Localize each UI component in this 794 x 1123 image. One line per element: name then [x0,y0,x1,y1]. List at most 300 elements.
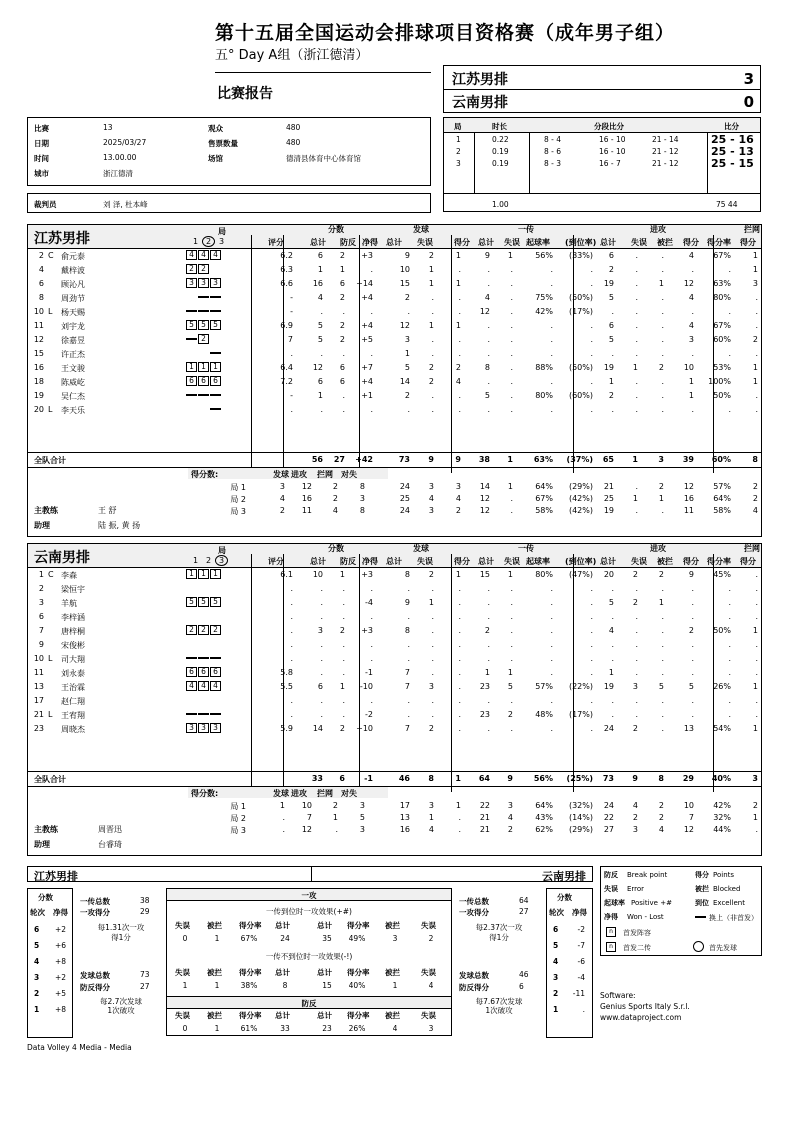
stat-rE: . [510,293,513,302]
scoring-head: 拦网 [317,789,333,798]
set-stat-aT: 27 [603,825,614,834]
substitute-dash-icon [198,310,209,312]
stat-sE: . [431,612,434,621]
stat-rPos: . [550,598,553,607]
total-sT: 73 [398,455,410,464]
total-sE: 9 [428,455,434,464]
coach-label: 主教练 [34,506,58,515]
mid-value: 1 [182,981,188,990]
stat-aE: . [635,710,638,719]
col-pts: 得分 [683,238,699,247]
position-box: 2 [186,264,197,274]
stat-wl: +3 [361,251,373,260]
stat-rExc: . [590,265,593,274]
col-err: 失误 [417,557,433,566]
position-box: 2 [198,334,209,344]
total-aPct: 60% [711,455,731,464]
stat-aE: . [635,640,638,649]
stat-rT: 1 [484,668,490,677]
position-box: 4 [186,681,197,691]
set-stat-blk: 2 [752,494,758,503]
stat-bp: . [342,612,345,621]
stat-sP: 1 [455,321,461,330]
stat-rPos: . [550,321,553,330]
player-number: 11 [33,668,44,677]
player-role: L [48,710,53,719]
stat-aT: . [611,640,614,649]
rotation-net: +5 [54,989,66,998]
player-number: 17 [33,696,44,705]
stat-aE: 2 [632,598,638,607]
sub-dash-icon [695,916,706,918]
stat-aE: . [635,405,638,414]
col-total: 总计 [478,557,494,566]
stat-aT: 20 [603,570,614,579]
stat-aB: . [661,251,664,260]
player-role: L [48,307,53,316]
set-stat-rE: . [510,506,513,515]
position-box: 1 [210,569,221,579]
stat-aP: 2 [688,626,694,635]
rotation-number: 5 [34,941,40,950]
stat-aE: . [635,279,638,288]
player-number: 3 [38,598,44,607]
stat-aB: . [661,626,664,635]
stat-sP: . [458,626,461,635]
stat-aP: . [691,405,694,414]
col-group-serve: 发球 [413,225,429,234]
stat-rPos: . [550,335,553,344]
stat-pt: 14 [312,724,323,733]
bottom-team-bar: 江苏男排 云南男排 [27,866,593,882]
stat-rT: . [487,640,490,649]
rotation-number: 2 [553,989,559,998]
player-name: 俞元泰 [61,252,85,261]
stat-sT: . [407,640,410,649]
stat-pt: . [320,710,323,719]
stat-rPos: 80% [535,391,553,400]
player-number: 10 [33,307,44,316]
stat-rPos: 56% [535,251,553,260]
set-number: 1 [456,135,461,144]
player-sets [186,306,222,315]
set-stat-aP: 12 [683,482,694,491]
stat-wl: +14 [356,279,373,288]
position-box: 2 [198,625,209,635]
player-name: 戴梓波 [61,266,85,275]
stat-aB: 5 [658,682,664,691]
stat-aT: 2 [608,265,614,274]
stat-rPos: . [550,724,553,733]
mid-value: 49% [348,934,366,943]
mid-head: 失误 [421,1011,436,1020]
stat-aP: . [691,307,694,316]
total-aE: 9 [632,774,638,783]
stat-sP: 1 [455,251,461,260]
set-stat-aPct: 42% [713,801,731,810]
position-box: 6 [210,667,221,677]
stat-rE: . [510,405,513,414]
stat-aPct: 26% [713,682,731,691]
substitute-dash-icon [198,713,209,715]
stat-aPct: 100% [708,377,731,386]
player-sets [186,362,222,372]
stat-aE: . [635,584,638,593]
stat-sT: . [407,405,410,414]
mid-head: 得分率 [347,1011,370,1020]
stat-bp: 2 [339,724,345,733]
stat-pt: 4 [317,293,323,302]
mid-head: 得分率 [347,921,370,930]
stat-rating: . [290,626,293,635]
stat-blk: 1 [752,251,758,260]
stat-wl: +3 [361,570,373,579]
stat-aPct: 54% [713,724,731,733]
stat-aT: . [611,612,614,621]
stat-rE: . [510,349,513,358]
away-rotation-box: 分数 轮次 净得 6 -2 5 -7 4 -6 3 -4 2 -11 1 . [546,888,593,1038]
player-number: 16 [33,363,44,372]
set-stat-sT: 24 [399,506,410,515]
mid-head: 失误 [421,968,436,977]
player-role: L [48,654,53,663]
mid-head: 得分率 [239,921,262,930]
set-partial-2: 16 - 10 [599,135,626,144]
set-numbers [189,236,228,247]
referees: 裁判员 刘 泽, 杜本峰 [27,193,431,213]
player-number: 13 [33,682,44,691]
stat-sT: 7 [404,682,410,691]
stat-aE: . [635,349,638,358]
player-name: 赵仁翔 [61,697,85,706]
rotation-number: 6 [34,925,40,934]
set-stat-aE: 2 [632,813,638,822]
stat-blk: . [755,405,758,414]
stat-wl: +7 [361,363,373,372]
stat-sT: 14 [399,377,410,386]
player-name: 李天乐 [61,406,85,415]
total-sT: 46 [398,774,410,783]
player-sets [186,390,222,399]
player-number: 23 [33,724,44,733]
position-box: 4 [186,250,197,260]
total-rE: 9 [507,774,513,783]
position-box: 3 [186,723,197,733]
stat-pt: 3 [317,626,323,635]
stat-rExc: . [590,640,593,649]
stat-aE: . [635,612,638,621]
stat-aPct: . [728,584,731,593]
stat-sT: . [407,584,410,593]
player-sets [186,709,222,718]
total-rT: 64 [478,774,490,783]
stat-aP: 3 [688,335,694,344]
stat-rPos: . [550,349,553,358]
total-blk: 3 [752,774,758,783]
position-box: 3 [210,723,221,733]
player-number: 6 [38,279,44,288]
rotation-number: 1 [553,1005,559,1014]
substitute-dash-icon [210,408,221,410]
position-box: 6 [186,376,197,386]
stat-blk: . [755,570,758,579]
set-stat-rPos: 64% [535,801,553,810]
player-name: 周劲节 [61,294,85,303]
col-group-block: 拦网 [744,225,760,234]
set-stat-rT: 12 [479,506,490,515]
stat-sE: . [431,293,434,302]
stat-aB: . [661,377,664,386]
stat-rPos: . [550,279,553,288]
software-url: www.dataproject.com [600,1013,682,1022]
col-pct: 得分率 [707,557,731,566]
set-partial-2: 16 - 7 [599,159,621,168]
stat-sP: . [458,654,461,663]
position-box: 1 [210,362,221,372]
stat-wl: +1 [361,391,373,400]
stat-aB: 2 [658,363,664,372]
position-box: 4 [198,681,209,691]
set-num: 3 [215,555,228,566]
stat-pt: 1 [317,265,323,274]
stat-aPct: . [728,349,731,358]
set-stat-rExc: (29%) [568,482,593,491]
stat-sP: . [458,584,461,593]
stat-wl: +5 [361,335,373,344]
set-number: 3 [456,159,461,168]
stat-bp: . [342,349,345,358]
stat-bp: 2 [339,251,345,260]
col-group-recv: 一传 [518,544,534,553]
player-name: 陈威屹 [61,378,85,387]
stat-wl: -10 [359,682,373,691]
total-pt: 56 [311,455,323,464]
stat-sE: . [431,391,434,400]
set-stat-aE: . [635,482,638,491]
stat-aT: 5 [608,598,614,607]
stat-sE: 3 [428,682,434,691]
set-label: 局 3 [230,826,246,835]
mid-head: 总计 [275,921,290,930]
substitute-dash-icon [210,657,221,659]
stat-rExc: (60%) [568,391,593,400]
col-total: 总计 [386,238,402,247]
set-stat-aT: 24 [603,801,614,810]
stat-sT: . [407,710,410,719]
rotation-net: -11 [572,989,585,998]
stat-aE: 3 [632,682,638,691]
software-vendor: Genius Sports Italy S.r.l. [600,1002,690,1011]
col-blk: 被拦 [657,557,673,566]
set-stat-rPos: 43% [535,813,553,822]
stat-sE: . [431,640,434,649]
substitute-dash-icon [186,657,197,659]
player-number: 11 [33,321,44,330]
stat-rExc: . [590,724,593,733]
stat-sT: . [407,307,410,316]
stat-aT: 6 [608,321,614,330]
stat-aT: . [611,710,614,719]
stat-rating: 5.5 [280,682,293,691]
set-stat-sP: . [458,825,461,834]
rotation-number: 3 [553,973,559,982]
set-scoring: 16 [301,494,312,503]
stat-sP: . [458,682,461,691]
stat-aP: . [691,265,694,274]
set-stat-sP: 4 [455,494,461,503]
legend: 防反 Break point 得分 Points 失误 Error 被拦 Blocked 起球率 Positive +# 到位 Excellent 净得 Won - Lost 换上（非首发） n 首发阵容 n 首发二传 首先发球 [600,866,762,956]
player-sets [186,404,222,413]
stat-bp: . [342,405,345,414]
set-stat-aP: 7 [688,813,694,822]
position-box: 1 [186,569,197,579]
mid-head: 被拦 [207,968,222,977]
stat-rT: . [487,584,490,593]
stat-aB: . [661,307,664,316]
set-score: 25 - 13 [711,145,754,158]
stat-aB: . [661,612,664,621]
player-number: 1 [38,570,44,579]
set-scoring: 2 [332,801,338,810]
stat-aPct: . [728,307,731,316]
stat-blk: . [755,612,758,621]
scoreboard [443,65,761,113]
total-aP: 29 [682,774,694,783]
set-scoring: . [282,825,285,834]
stat-wl: . [370,349,373,358]
stat-wl: +10 [356,724,373,733]
set-stat-rPos: 58% [535,506,553,515]
position-box: 3 [198,278,209,288]
set-stat-rPos: 62% [535,825,553,834]
set-stat-rExc: (14%) [568,813,593,822]
stat-rPos: 75% [535,293,553,302]
away-sideout-summary: 一传总数 64 一攻得分 27 每2.37次一攻 得1分 发球总数 46 防反得分 6 每7.67次发球 1次破攻 [459,896,529,1015]
stat-blk: . [755,321,758,330]
stat-bp: . [342,307,345,316]
stat-rT: 23 [479,682,490,691]
assistant-names: 台睿琦 [98,840,122,849]
total-aP: 39 [682,455,694,464]
stat-pt: . [320,584,323,593]
set-stat-aPct: 58% [713,506,731,515]
stat-aT: 4 [608,626,614,635]
set-stat-rE: 3 [507,801,513,810]
mid-value: 3 [428,1024,434,1033]
player-name: 司大翔 [61,655,85,664]
stat-aT: . [611,349,614,358]
set-stat-sT: 25 [399,494,410,503]
set-scoring: 8 [359,482,365,491]
set-scoring: 12 [301,825,312,834]
stat-rT: 2 [484,626,490,635]
scoring-label: 得分数: [191,470,219,479]
stat-rPos: 48% [535,710,553,719]
total-wl: +42 [355,455,373,464]
set-num: 3 [218,237,225,246]
stat-wl: . [370,640,373,649]
position-box: 4 [210,250,221,260]
player-name: 王文骏 [61,364,85,373]
set-stat-rT: 21 [479,825,490,834]
stat-rExc: (17%) [568,710,593,719]
stat-sP: . [458,598,461,607]
stat-aE: . [635,307,638,316]
substitute-dash-icon [186,394,197,396]
first-serve-circle-icon [693,941,704,952]
stat-aT: . [611,405,614,414]
set-stat-aT: 22 [603,813,614,822]
stat-aP: 1 [688,377,694,386]
stat-pt: 12 [312,363,323,372]
stat-rE: . [510,265,513,274]
col-total: 总计 [478,238,494,247]
stat-bp: . [342,668,345,677]
set-stat-aT: 21 [603,482,614,491]
stat-bp: . [342,696,345,705]
stat-aT: 19 [603,279,614,288]
col-err: 失误 [631,238,647,247]
stat-sT: . [407,654,410,663]
col-group-block: 拦网 [744,544,760,553]
col-pts: 得分 [740,238,756,247]
stat-sE: . [431,710,434,719]
stat-sP: 1 [455,279,461,288]
set-scoring: 1 [279,801,285,810]
set-stat-aE: . [635,506,638,515]
stat-pt: 1 [317,391,323,400]
stat-sT: 7 [404,724,410,733]
stat-sE: . [431,668,434,677]
stat-sT: 8 [404,626,410,635]
starter-square-icon: n [606,927,616,937]
set-scoring: 3 [359,494,365,503]
set-score: 25 - 15 [711,157,754,170]
scoring-head: 发球 [273,470,289,479]
set-partial-3: 21 - 12 [652,159,679,168]
set-num: 2 [205,556,212,565]
stat-aB: 2 [658,570,664,579]
set-scoring: 8 [359,506,365,515]
stat-blk: . [755,654,758,663]
stat-sE: . [431,626,434,635]
player-name: 杨天赐 [61,308,85,317]
stat-rE: . [510,626,513,635]
stat-sT: 12 [399,321,410,330]
stat-sP: . [458,710,461,719]
mid-head: 得分率 [239,1011,262,1020]
stat-rT: . [487,279,490,288]
col-bp: 防反 [340,238,356,247]
scoring-head: 发球 [273,789,289,798]
stat-aP: . [691,584,694,593]
set-stat-sE: 4 [428,494,434,503]
stat-sP: 4 [455,377,461,386]
mid-value: 1 [214,981,220,990]
stat-rT: 8 [484,363,490,372]
substitute-dash-icon [210,352,221,354]
stat-rT: . [487,265,490,274]
stat-rating: . [290,640,293,649]
col-pts: 得分 [740,557,756,566]
stat-rExc: . [590,349,593,358]
mid-value: 33 [280,1024,290,1033]
home-sets: 3 [743,70,754,88]
set-stat-sE: 4 [428,825,434,834]
player-name: 吴仁杰 [61,392,85,401]
stat-sE: 2 [428,363,434,372]
stat-pt: . [320,307,323,316]
